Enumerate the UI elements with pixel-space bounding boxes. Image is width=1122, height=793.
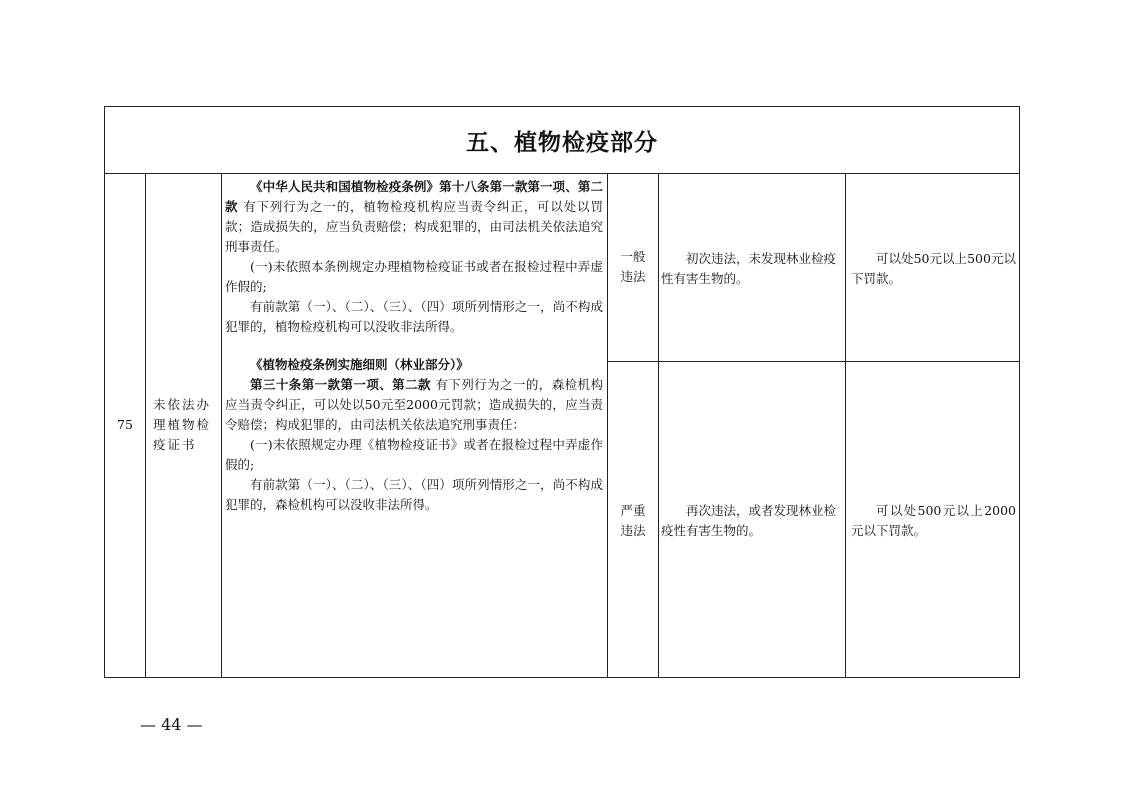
law2-item1: (一)未依照规定办理《植物检疫证书》或者在报检过程中弄虚作假的; xyxy=(225,437,603,472)
grade-level xyxy=(608,362,658,679)
penalty-table xyxy=(104,106,1020,678)
law1-item1: (一)未依照本条例规定办理植物检疫证书或者在报检过程中弄虚作假的; xyxy=(225,259,603,294)
grade-penalty: 可以处500元以上2000元以下罚款。 xyxy=(851,503,1016,538)
violation-name-text: 未依法办理植物检疫证书 xyxy=(153,397,212,452)
law1-title: 《中华人民共和国植物检疫条例》第十八条第一款第一项、第二款 xyxy=(225,179,603,214)
row-divider xyxy=(607,361,1019,362)
law2-text: 有下列行为之一的，森检机构应当责令纠正，可以处以50元至2000元罚款；造成损失的，应当责令赔偿；构成犯罪的，由司法机关依法追究刑事责任： xyxy=(225,377,603,432)
grade-situation: 初次违法，未发现林业检疫性有害生物的。 xyxy=(661,251,837,286)
grade-situation: 再次违法，或者发现林业检疫性有害生物的。 xyxy=(661,503,837,538)
grade-level xyxy=(608,173,658,361)
section-title: 五、植物检疫部分 xyxy=(105,107,1019,174)
law2-item2: 有前款第（一）、（二）、（三）、（四）项所列情形之一，尚不构成犯罪的，森检机构可以没收非法所得。 xyxy=(225,477,603,512)
column-divider xyxy=(221,173,222,677)
violation-name xyxy=(146,173,220,677)
law1-item2: 有前款第（一）、（二）、（三）、（四）项所列情形之一，尚不构成犯罪的，植物检疫机构可以没收非法所得。 xyxy=(225,299,603,334)
grade-penalty: 可以处50元以上500元以下罚款。 xyxy=(851,251,1016,286)
page-number: — 44 — xyxy=(140,715,203,734)
law2-clause: 第三十条第一款第一项、第二款 xyxy=(250,377,431,392)
law2-title: 《植物检疫条例实施细则（林业部分）》 xyxy=(250,357,469,372)
grade-level-text: 一般违法 xyxy=(620,249,646,284)
row-number: 75 xyxy=(117,417,133,432)
column-divider xyxy=(658,173,659,677)
law1-text: 有下列行为之一的，植物检疫机构应当责令纠正，可以处以罚款；造成损失的，应当负责赔偿；构成犯罪的，由司法机关依法追究刑事责任。 xyxy=(225,199,603,254)
grade-level-text: 严重违法 xyxy=(620,502,646,538)
legal-basis xyxy=(225,177,603,515)
column-divider xyxy=(845,173,846,677)
